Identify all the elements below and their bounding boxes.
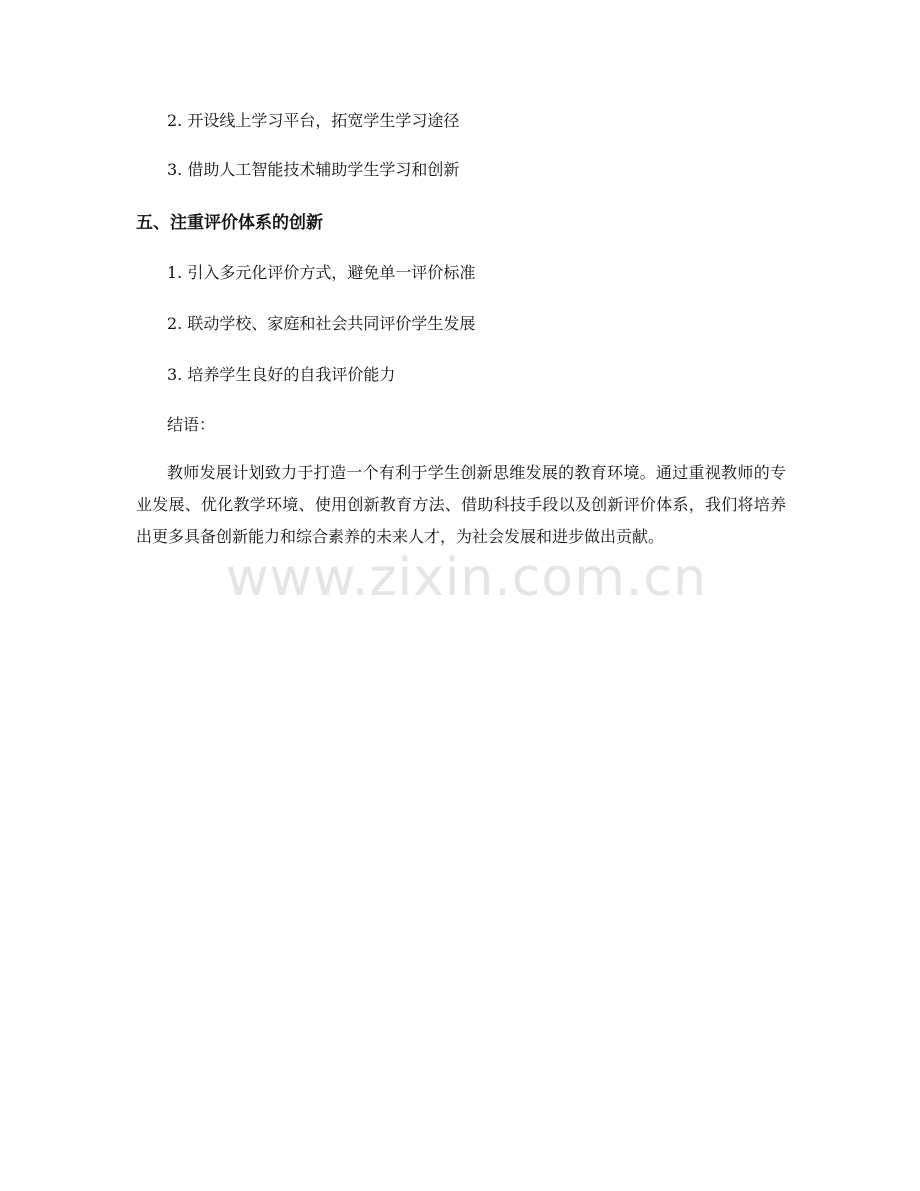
conclusion-paragraph: 教师发展计划致力于打造一个有利于学生创新思维发展的教育环境。通过重视教师的专业发展、优化教学环境、使用创新教育方法、借助科技手段以及创新评价体系，我们将培养出更多具备创新能力和综合素养的未来人才，为社会发展和进步做出贡献。 xyxy=(136,463,786,546)
watermark: www.zixin.com.cn xyxy=(226,548,707,608)
section-heading: 五、注重评价体系的创新 xyxy=(136,213,323,233)
conclusion-label: 结语： xyxy=(167,415,216,434)
list-item: 3. 借助人工智能技术辅助学生学习和创新 xyxy=(167,160,460,179)
list-item: 3. 培养学生良好的自我评价能力 xyxy=(167,365,396,384)
list-item: 2. 开设线上学习平台，拓宽学生学习途径 xyxy=(167,111,460,130)
list-item: 2. 联动学校、家庭和社会共同评价学生发展 xyxy=(167,314,476,333)
list-item: 1. 引入多元化评价方式，避免单一评价标准 xyxy=(167,263,476,282)
